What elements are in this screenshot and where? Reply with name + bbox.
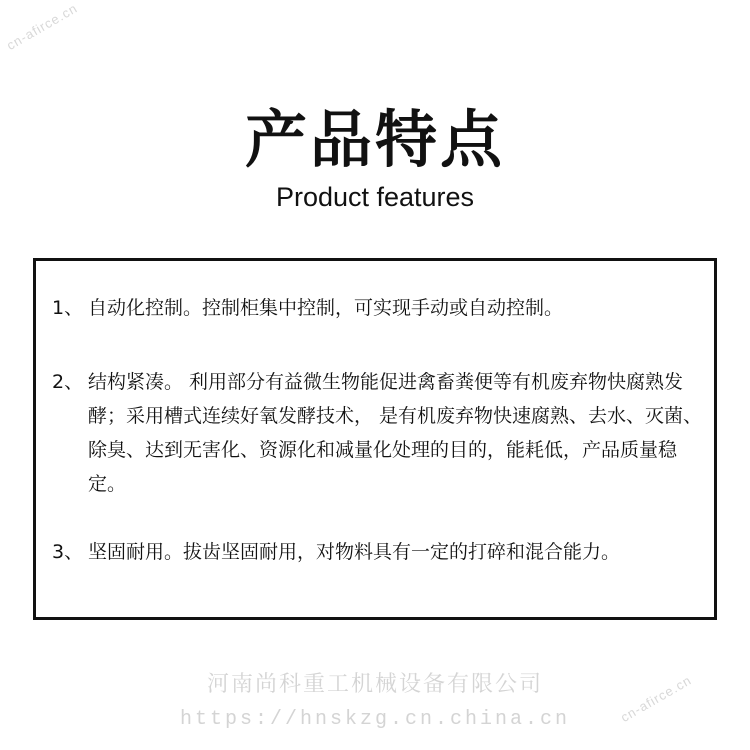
page-title: 产品特点	[244, 103, 505, 176]
page-subtitle: Product features	[275, 182, 475, 212]
feature-item-2	[52, 365, 712, 501]
feature-number: 3、	[52, 541, 84, 563]
company-watermark: 河南尚科重工机械设备有限公司	[206, 672, 543, 697]
features-box	[33, 258, 717, 620]
corner-watermark-bottom-right: cn-afirce.cn	[618, 672, 695, 725]
feature-text: 结构紧凑。 利用部分有益微生物能促进禽畜粪便等有机废弃物快腐熟发酵；采用槽式连续好氧发酵技术， 是有机废弃物快速腐熟、去水、灭菌、除臭、达到无害化、资源化和减量化处理的目的，能耗低，产品质量稳定。	[88, 371, 703, 495]
feature-number: 1、	[52, 297, 84, 319]
feature-text: 自动化控制。控制柜集中控制，可实现手动或自动控制。	[88, 297, 564, 319]
feature-number: 2、	[52, 371, 84, 393]
url-watermark: https://hnskzg.cn.china.cn	[179, 708, 571, 731]
feature-item-3	[52, 535, 712, 569]
feature-text: 坚固耐用。拔齿坚固耐用，对物料具有一定的打碎和混合能力。	[88, 541, 621, 563]
feature-item-1	[52, 291, 712, 325]
corner-watermark-top-left: cn-afirce.cn	[4, 0, 81, 53]
